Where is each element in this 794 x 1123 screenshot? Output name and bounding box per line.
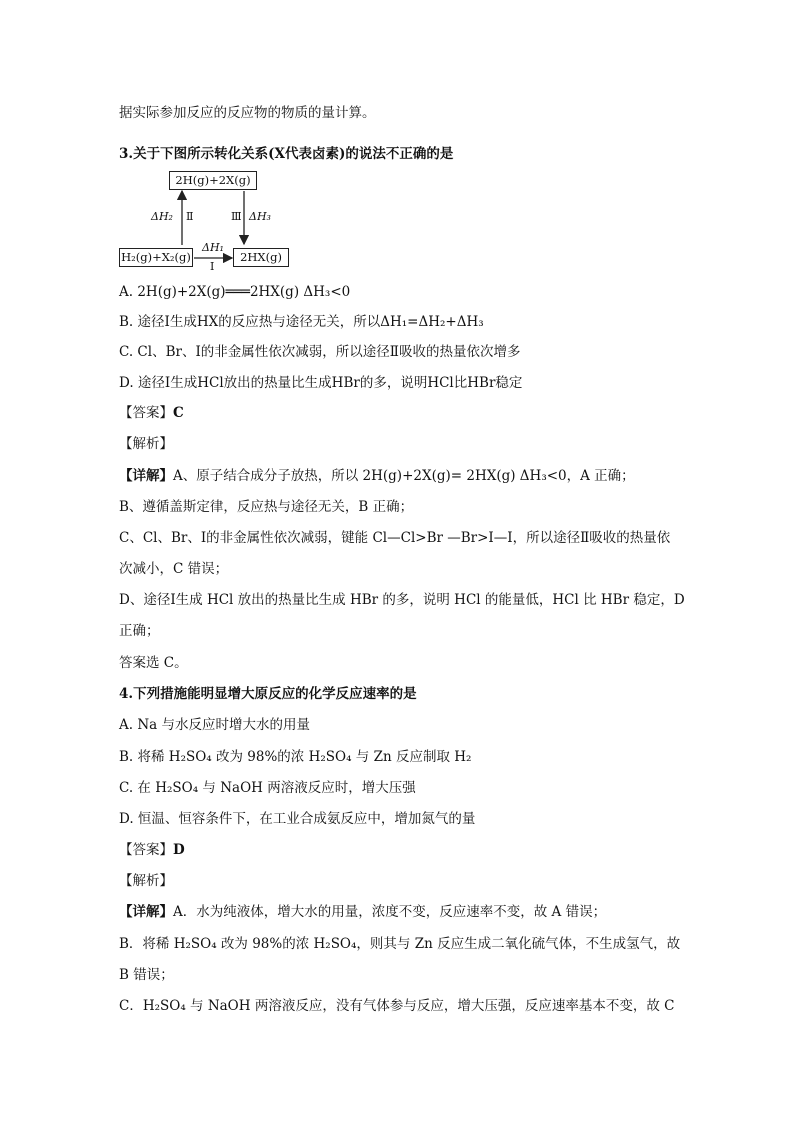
answer-tag: 【答案】 (119, 405, 173, 421)
label-route-1: Ⅰ (210, 260, 215, 273)
q3-detail-line-3: C、Cl、Br、I的非金属性依次减弱，键能 Cl—Cl>Br —Br>I—I，所以途径Ⅱ吸收的热量依 (119, 530, 671, 546)
conversion-diagram (118, 168, 308, 273)
q3-detail-line-1 (119, 467, 635, 485)
q4-answer-line (119, 841, 185, 859)
q3-detail-line-7: 答案选 C。 (119, 655, 188, 671)
q4-option-c: C. 在 H₂SO₄ 与 NaOH 两溶液反应时，增大压强 (119, 780, 416, 796)
detail-tag: 【详解】 (119, 904, 173, 920)
q3-detail-line-6: 正确； (119, 623, 160, 639)
q4-detail-line-4: C．H₂SO₄ 与 NaOH 两溶液反应，没有气体参与反应，增大压强，反应速率基本不变，故 C (119, 998, 675, 1014)
q3-option-c: C. Cl、Br、I的非金属性依次减弱，所以途径Ⅱ吸收的热量依次增多 (119, 344, 521, 360)
q4-analysis-tag: 【解析】 (119, 873, 173, 889)
detail-tag: 【详解】 (119, 468, 173, 484)
q3-analysis-tag: 【解析】 (119, 436, 173, 452)
q3-option-b: B. 途径Ⅰ生成HX的反应热与途径无关，所以ΔH₁=ΔH₂+ΔH₃ (119, 314, 484, 330)
q3-detail-line-4: 次减小，C 错误； (119, 561, 229, 577)
left-box: H₂(g)+X₂(g) (119, 248, 193, 267)
q4-detail-line-2: B．将稀 H₂SO₄ 改为 98%的浓 H₂SO₄，则其与 Zn 反应生成二氧化硫气体，不生成氢气，故 (119, 936, 681, 952)
detail-text: A．水为纯液体，增大水的用量，浓度不变，反应速率不变，故 A 错误； (173, 904, 607, 920)
q3-option-a: A. 2H(g)+2X(g)═══2HX(g) ΔH₃<0 (119, 284, 351, 300)
q4-option-d: D. 恒温、恒容条件下，在工业合成氨反应中，增加氮气的量 (119, 811, 476, 827)
label-dh3: ΔH₃ (249, 210, 271, 223)
question-4-stem: 4.下列措施能明显增大原反应的化学反应速率的是 (119, 686, 417, 702)
text-line: 据实际参加反应的反应物的物质的量计算。 (119, 105, 376, 121)
q4-detail-line-1 (119, 903, 606, 921)
label-dh1: ΔH₁ (202, 241, 224, 254)
q3-detail-line-2: B、遵循盖斯定律，反应热与途径无关，B 正确； (119, 499, 414, 515)
q3-option-d: D. 途径Ⅰ生成HCl放出的热量比生成HBr的多，说明HCl比HBr稳定 (119, 375, 523, 391)
label-route-2: Ⅱ (186, 210, 194, 223)
label-route-3: Ⅲ (231, 210, 242, 223)
q4-option-b: B. 将稀 H₂SO₄ 改为 98%的浓 H₂SO₄ 与 Zn 反应制取 H₂ (119, 749, 472, 765)
q3-answer-line (119, 404, 184, 422)
right-box: 2HX(g) (233, 248, 289, 267)
q4-option-a: A. Na 与水反应时增大水的用量 (119, 717, 310, 733)
detail-text: A、原子结合成分子放热，所以 2H(g)+2X(g)= 2HX(g) ΔH₃<0，A 正确； (173, 468, 635, 484)
answer-value: D (173, 842, 185, 858)
answer-value: C (173, 405, 184, 421)
label-dh2: ΔH₂ (151, 210, 173, 223)
top-box: 2H(g)+2X(g) (169, 171, 257, 190)
question-3-stem: 3.关于下图所示转化关系(X代表卤素)的说法不正确的是 (119, 146, 454, 162)
q3-detail-line-5: D、途径Ⅰ生成 HCl 放出的热量比生成 HBr 的多，说明 HCl 的能量低，HCl 比 HBr 稳定，D (119, 592, 685, 608)
q4-detail-line-3: B 错误； (119, 967, 174, 983)
answer-tag: 【答案】 (119, 842, 173, 858)
